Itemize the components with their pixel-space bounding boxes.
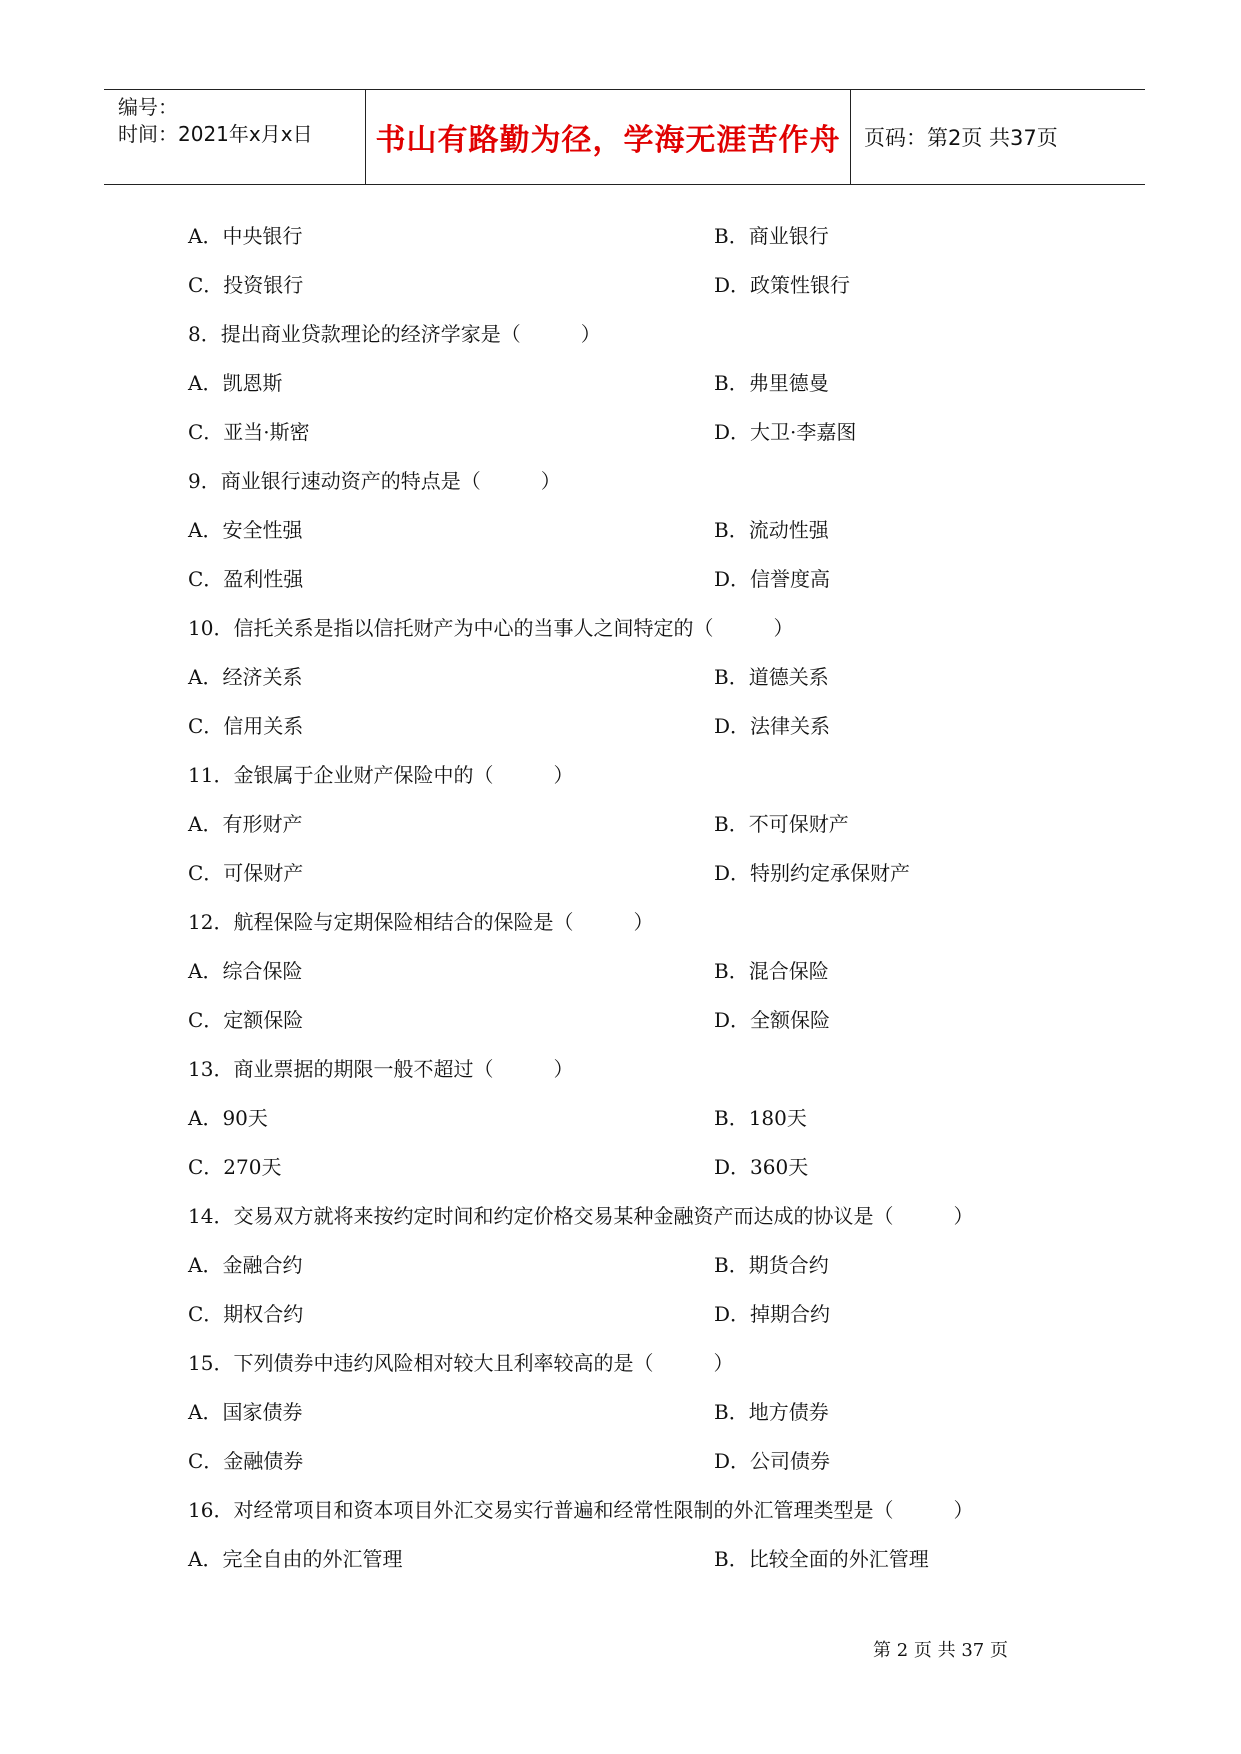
number-label: 编号： <box>118 95 178 119</box>
question-text: 9．商业银行速动资产的特点是（ ） <box>188 469 561 493</box>
question-text: 16．对经常项目和资本项目外汇交易实行普遍和经常性限制的外汇管理类型是（ ） <box>188 1498 974 1522</box>
question-text: 10．信托关系是指以信托财产为中心的当事人之间特定的（ ） <box>188 616 794 640</box>
option-b: D．全额保险 <box>714 1008 831 1032</box>
option-a: A．中央银行 <box>188 224 303 248</box>
option-b: B．比较全面的外汇管理 <box>714 1547 929 1571</box>
header-meta <box>104 90 366 184</box>
option-b: B．期货合约 <box>714 1253 829 1277</box>
question-text: 11．金银属于企业财产保险中的（ ） <box>188 763 574 787</box>
option-a: A．90天 <box>188 1106 268 1130</box>
option-b: D．信誉度高 <box>714 567 831 591</box>
option-b: B．180天 <box>714 1106 807 1130</box>
option-a: C．信用关系 <box>188 714 304 738</box>
option-b: D．大卫·李嘉图 <box>714 420 857 444</box>
option-b: B．道德关系 <box>714 665 829 689</box>
option-a: A．安全性强 <box>188 518 303 542</box>
question-text: 13．商业票据的期限一般不超过（ ） <box>188 1057 574 1081</box>
option-b: D．特别约定承保财产 <box>714 861 911 885</box>
option-b: B．流动性强 <box>714 518 829 542</box>
option-a: A．综合保险 <box>188 959 303 983</box>
option-b: D．政策性银行 <box>714 273 851 297</box>
option-b: D．掉期合约 <box>714 1302 831 1326</box>
option-a: C．盈利性强 <box>188 567 304 591</box>
option-a: A．国家债券 <box>188 1400 303 1424</box>
question-text: 15．下列债券中违约风险相对较大且利率较高的是（ ） <box>188 1351 734 1375</box>
option-a: C．可保财产 <box>188 861 304 885</box>
header-motto: 书山有路勤为径，学海无涯苦作舟 <box>366 90 851 184</box>
option-b: B．混合保险 <box>714 959 829 983</box>
option-a: C．投资银行 <box>188 273 304 297</box>
option-a: C．亚当·斯密 <box>188 420 310 444</box>
option-a: A．金融合约 <box>188 1253 303 1277</box>
time-label: 时间：2021年x月x日 <box>118 122 313 146</box>
page-footer: 第 2 页 共 37 页 <box>873 1640 1008 1661</box>
option-b: B．不可保财产 <box>714 812 849 836</box>
option-b: B．弗里德曼 <box>714 371 829 395</box>
option-a: C．金融债券 <box>188 1449 304 1473</box>
page-header <box>104 89 1145 185</box>
option-a: A．有形财产 <box>188 812 303 836</box>
option-a: C．270天 <box>188 1155 282 1179</box>
question-text: 8．提出商业贷款理论的经济学家是（ ） <box>188 322 601 346</box>
option-b: D．公司债券 <box>714 1449 831 1473</box>
question-text: 14．交易双方就将来按约定时间和约定价格交易某种金融资产而达成的协议是（ ） <box>188 1204 974 1228</box>
option-a: A．经济关系 <box>188 665 303 689</box>
option-b: D．法律关系 <box>714 714 831 738</box>
option-a: C．定额保险 <box>188 1008 304 1032</box>
option-a: A．凯恩斯 <box>188 371 283 395</box>
option-b: D．360天 <box>714 1155 809 1179</box>
option-b: B．商业银行 <box>714 224 829 248</box>
option-a: C．期权合约 <box>188 1302 304 1326</box>
option-a: A．完全自由的外汇管理 <box>188 1547 403 1571</box>
header-page-info: 页码：第2页 共37页 <box>864 126 1058 150</box>
question-text: 12．航程保险与定期保险相结合的保险是（ ） <box>188 910 654 934</box>
option-b: B．地方债券 <box>714 1400 829 1424</box>
